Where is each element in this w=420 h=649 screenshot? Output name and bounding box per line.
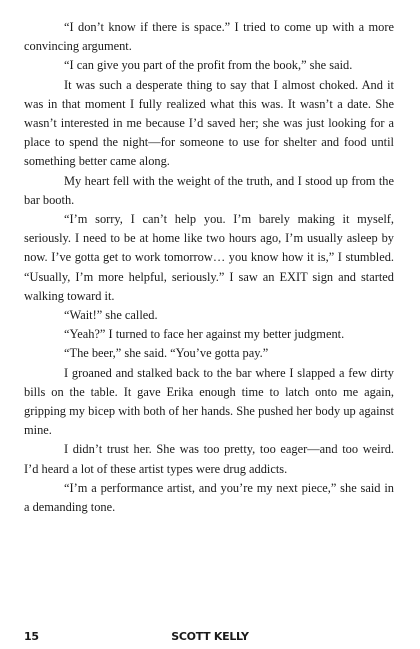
paragraph: “I can give you part of the profit from the book,” she said. [64, 58, 353, 73]
paragraph: “I’m a performance artist, and you’re my next piece,” she said in a demanding tone. [24, 480, 394, 515]
paragraph: “The beer,” she said. “You’ve gotta pay.” [64, 346, 269, 361]
body-text [24, 18, 394, 517]
paragraph: “Yeah?” I turned to face her against my better judgment. [64, 327, 345, 342]
running-footer-author: SCOTT KELLY [171, 630, 249, 643]
paragraph: My heart fell with the weight of the truth, and I stood up from the bar booth. [24, 173, 394, 207]
paragraph: It was such a desperate thing to say that I almost choked. And it was in that moment I fully realized what this was. It wasn’t a date. She wasn’t interested in me because I’d saved her; she was just looking for a place to spend the night—for someone to use for shelter and food until something better came along. [24, 77, 394, 169]
page-footer [0, 629, 420, 645]
paragraph: “I’m sorry, I can’t help you. I’m barely making it myself, seriously. I need to be at home like two hours ago, I’m usually asleep by now. I’ve gotta get to work tomorrow… you know how it is,” I stumbled. “Usually, I’m more helpful, seriously.” I saw an EXIT sign and started walking toward it. [24, 212, 394, 303]
paragraph: “Wait!” she called. [64, 308, 158, 323]
paragraph: I groaned and stalked back to the bar where I slapped a few dirty bills on the table. It gave Erika enough time to latch onto me again, gripping my bicep with both of her hands. She pushed her body up against mine. [24, 365, 394, 438]
paragraph: I didn’t trust her. She was too pretty, too eager—and too weird. I’d heard a lot of these artist types were drug addicts. [24, 442, 394, 476]
page-number: 15 [24, 630, 39, 643]
paragraph: “I don’t know if there is space.” I tried to come up with a more convincing argument. [24, 20, 394, 54]
